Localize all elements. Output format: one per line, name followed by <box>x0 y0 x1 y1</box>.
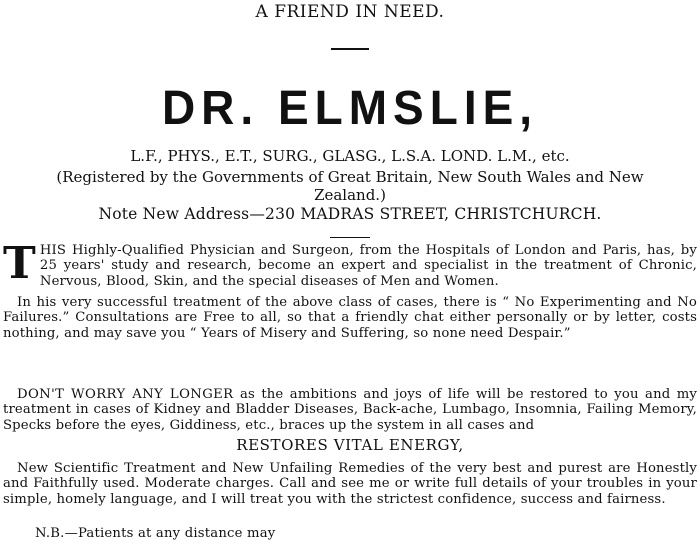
divider-rule <box>331 48 369 50</box>
ad-heading: A FRIEND IN NEED. <box>255 2 445 22</box>
doctor-name: DR. ELMSLIE, <box>161 79 539 135</box>
divider-rule-2 <box>330 237 370 238</box>
paragraph-intro-text: HIS Highly-Qualified Physician and Surgeon, from the Hospitals of London and Paris, has, by 25 years' study and research, become an expert and specialist in the treatment of Chronic, Nervous, Blood, Skin, and the special diseases of Men and Women. <box>39 243 697 289</box>
registration-note: (Registered by the Governments of Great Britain, New South Wales and New Zealand.) <box>56 168 644 204</box>
paragraph-dont-worry-text: as the ambitions and joys of life will be restored to you and my treatment in cases of Kidney and Bladder Diseases, Back-ache, Lumbago, Insomnia, Failing Memory, Specks before the eyes, Giddiness, etc., braces up the system in all cases and <box>3 387 697 433</box>
restores-heading: RESTORES VITAL ENERGY, <box>236 436 464 454</box>
nb-note: N.B.—Patients at any distance may <box>35 526 276 541</box>
address-line: Note New Address—230 MADRAS STREET, CHRISTCHURCH. <box>98 205 602 223</box>
paragraph-no-experimenting: In his very successful treatment of the above class of cases, there is “ No Experimenting and No Failures.” Consultations are Free to all, so that a friendly chat either personally or by letter, costs nothing, and may save you “ Years of Misery and Suffering, so none need Despair.” <box>3 295 697 341</box>
qualifications: L.F., PHYS., E.T., SURG., GLASG., L.S.A. LOND. L.M., etc. <box>130 147 570 165</box>
paragraph-dont-worry <box>3 387 697 433</box>
paragraph-treatment: New Scientific Treatment and New Unfailing Remedies of the very best and purest are Honestly and Faithfully used. Moderate charges. Call and see me or write full details of your troubles in your simple, homely language, and I will treat you with the strictest confidence, success and fairness. <box>3 461 697 507</box>
paragraph-lead: DON'T WORRY ANY LONGER <box>17 387 234 402</box>
drop-cap: T <box>3 238 36 289</box>
paragraph-intro <box>3 238 697 289</box>
